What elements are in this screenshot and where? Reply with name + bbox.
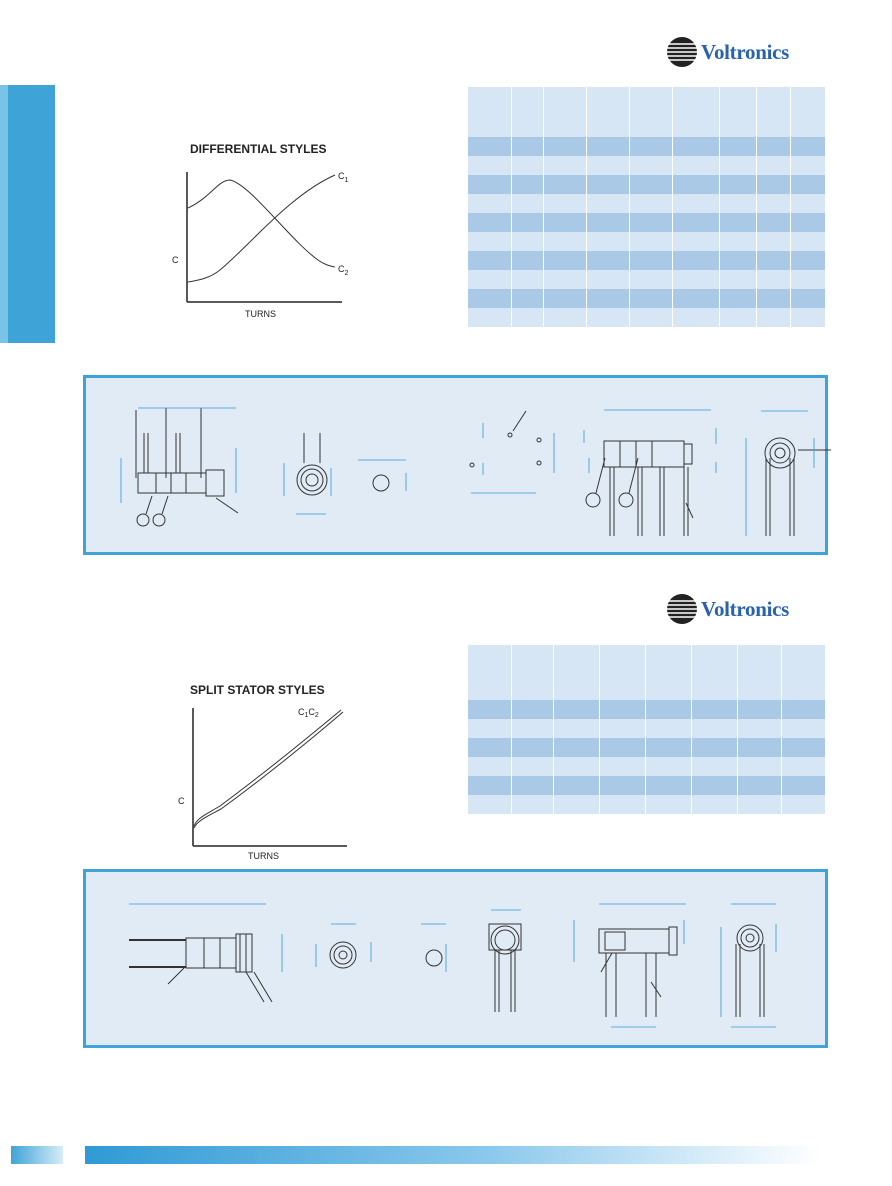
svg-text:C1 [338, 171, 349, 184]
table-row [468, 251, 825, 270]
differential-graph-title: DIFFERENTIAL STYLES [190, 142, 327, 156]
footer-bar [85, 1146, 820, 1164]
split-x-label: TURNS [248, 851, 279, 861]
differential-x-label: TURNS [245, 309, 276, 319]
curve-c2-sub: 2 [344, 270, 349, 277]
curve-c1c2-sub1: 1 [304, 712, 309, 719]
table-row [468, 270, 825, 289]
table-row [468, 213, 825, 232]
differential-drawings-panel [83, 375, 828, 555]
differential-dimension-drawings [86, 378, 831, 558]
split-graph [175, 700, 365, 868]
curve-c1-label: C [338, 171, 345, 181]
footer-tab [11, 1146, 63, 1164]
brand-name-2: Voltronics [701, 596, 790, 621]
table-row [468, 795, 825, 814]
table-header-row [468, 645, 825, 700]
split-spec-table [468, 645, 825, 814]
table-row [468, 137, 825, 156]
curve-c1-sub: 1 [344, 177, 349, 184]
globe-logo-icon [666, 36, 698, 68]
svg-text:C1C2 [298, 707, 319, 719]
curve-c1c2-label: C [298, 707, 305, 717]
table-row [468, 738, 825, 757]
globe-logo-icon [666, 593, 698, 625]
side-tab-strip [0, 85, 8, 343]
brand-logo-2 [666, 593, 789, 625]
split-dimension-drawings [86, 872, 831, 1051]
table-row [468, 308, 825, 327]
brand-name: Voltronics [701, 39, 790, 64]
brand-logo [666, 36, 789, 68]
table-row [468, 719, 825, 738]
svg-text:C2 [338, 264, 349, 277]
split-graph-title: SPLIT STATOR STYLES [190, 683, 325, 697]
curve-c2-label: C [338, 264, 345, 274]
split-drawings-panel [83, 869, 828, 1048]
table-row [468, 700, 825, 719]
table-row [468, 232, 825, 251]
table-row [468, 776, 825, 795]
table-header-row [468, 87, 825, 137]
curve-c1c2-label2: C [308, 707, 315, 717]
differential-spec-table [468, 87, 825, 327]
table-row [468, 194, 825, 213]
table-row [468, 757, 825, 776]
curve-c1c2-sub2: 2 [314, 712, 319, 719]
side-tab [0, 85, 55, 343]
differential-y-label: C [172, 255, 179, 265]
split-y-label: C [178, 796, 185, 806]
table-row [468, 156, 825, 175]
differential-graph [170, 160, 370, 325]
table-row [468, 289, 825, 308]
table-row [468, 175, 825, 194]
